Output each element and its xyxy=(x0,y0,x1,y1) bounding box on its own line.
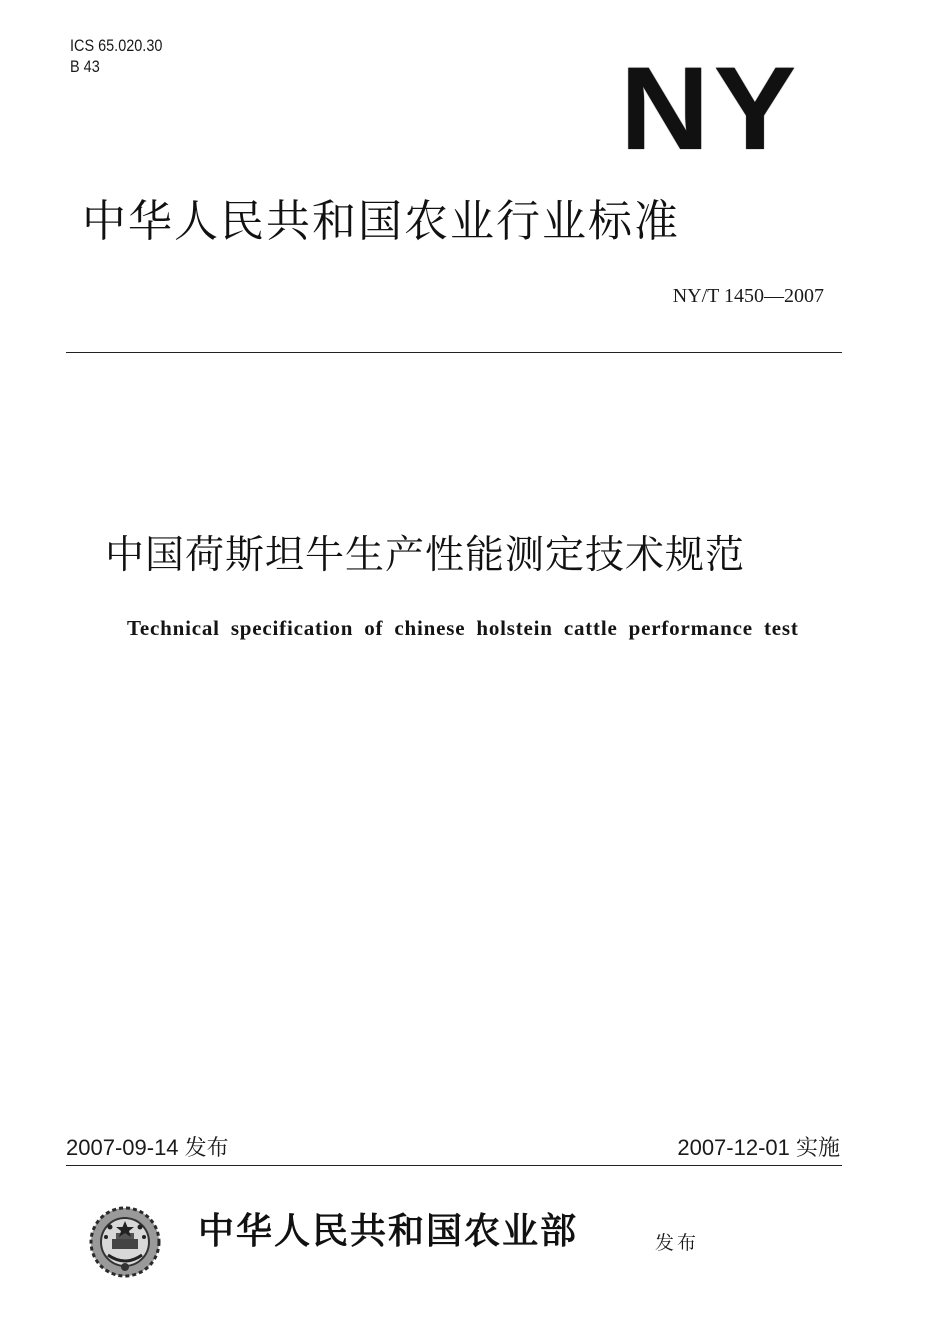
document-title-en: Technical specification of chinese holstein cattle performance test xyxy=(127,616,799,640)
class-code: B 43 xyxy=(70,57,100,76)
national-emblem-icon xyxy=(88,1205,162,1279)
implementation-date: 2007-12-01 实施 xyxy=(677,1135,840,1160)
header-divider xyxy=(66,352,842,353)
issuer-suffix: 发布 xyxy=(655,1232,700,1254)
standard-number: NY/T 1450—2007 xyxy=(672,285,824,307)
issue-date: 2007-09-14 发布 xyxy=(66,1135,229,1160)
ny-logo: NY xyxy=(620,43,801,175)
standard-type-title: 中华人民共和国农业行业标准 xyxy=(82,196,680,247)
ics-code: ICS 65.020.30 xyxy=(70,36,163,55)
document-title-cn: 中国荷斯坦牛生产性能测定技术规范 xyxy=(105,533,746,578)
classification-codes xyxy=(70,35,162,77)
footer-divider xyxy=(66,1165,842,1166)
issuing-authority: 中华人民共和国农业部 xyxy=(198,1210,579,1252)
